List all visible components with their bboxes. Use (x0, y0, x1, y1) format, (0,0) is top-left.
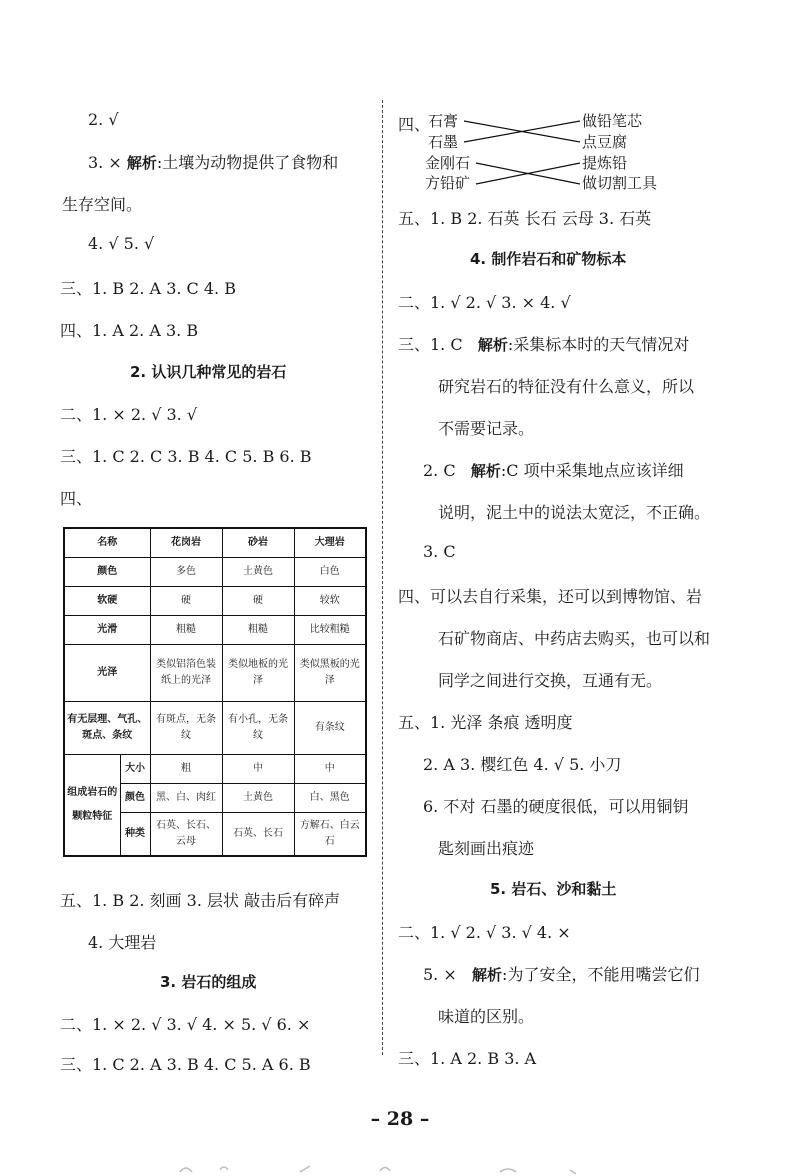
table-cell: 软硬 (64, 587, 150, 616)
answer-line: 石矿物商店、中药店去购买，也可以和 (438, 629, 711, 648)
answer-line: 四、 (60, 489, 93, 508)
match-item-right: 提炼铅 (582, 154, 628, 172)
match-item-right: 点豆腐 (582, 133, 628, 151)
analysis-label: 解析 (472, 966, 503, 984)
section-heading: 4. 制作岩石和矿物标本 (470, 250, 627, 268)
table-row (64, 558, 366, 587)
analysis-label: 解析 (470, 462, 501, 480)
table-cell: 光滑 (64, 616, 150, 645)
scan-artifact (120, 1160, 680, 1176)
answer-line: 四、1. A 2. A 3. B (60, 321, 199, 340)
section-heading: 3. 岩石的组成 (160, 973, 257, 991)
analysis-label: 解析 (477, 336, 508, 354)
analysis-text: :采集标本时的天气情况对 (507, 335, 690, 354)
table-cell: 有无层理、气孔、斑点、条纹 (64, 702, 150, 755)
answer-number: 三、1. C (398, 335, 463, 354)
table-cell: 黑、白、肉红 (150, 784, 222, 813)
answer-line: 二、1. √ 2. √ 3. √ 4. × (398, 923, 571, 942)
match-item-right: 做铅笔芯 (582, 112, 643, 130)
table-cell: 光泽 (64, 645, 150, 702)
table-cell: 石英、长石、云母 (150, 813, 222, 857)
analysis-text: :为了安全，不能用嘴尝它们 (502, 965, 700, 984)
answer-line: 四、可以去自行采集，还可以到博物馆、岩 (398, 587, 703, 606)
table-row (64, 702, 366, 755)
matching-lines (460, 110, 585, 195)
table-cell: 类似黑板的光泽 (294, 645, 366, 702)
table-cell: 白、黑色 (294, 784, 366, 813)
table-cell: 粗 (150, 755, 222, 784)
match-item-right: 做切割工具 (582, 174, 658, 192)
table-cell: 有小孔，无条纹 (222, 702, 294, 755)
table-cell: 较软 (294, 587, 366, 616)
table-cell: 类似地板的光泽 (222, 645, 294, 702)
answer-line (88, 150, 338, 173)
table-cell: 大小 (120, 755, 150, 784)
table-row (64, 616, 366, 645)
answer-number: 3. × (88, 153, 122, 172)
answer-line: 说明，泥土中的说法太宽泛，不正确。 (438, 503, 711, 522)
table-cell: 组成岩石的颗粒特征 (64, 755, 120, 857)
match-item-left: 金刚石 (425, 154, 471, 172)
table-cell: 土黄色 (222, 558, 294, 587)
answer-line: 三、1. C 2. C 3. B 4. C 5. B 6. B (60, 447, 312, 466)
table-cell: 种类 (120, 813, 150, 857)
table-cell: 颜色 (120, 784, 150, 813)
answer-line: 6. 不对 石墨的硬度很低，可以用铜钥 (423, 797, 689, 816)
table-cell: 砂岩 (222, 528, 294, 558)
table-cell: 粗糙 (222, 616, 294, 645)
answer-line: 味道的区别。 (438, 1007, 535, 1026)
table-cell: 粗糙 (150, 616, 222, 645)
answer-line: 不需要记录。 (438, 419, 535, 438)
table-cell: 花岗岩 (150, 528, 222, 558)
answer-line: 4. √ 5. √ (88, 234, 155, 253)
answer-line (398, 332, 689, 355)
answer-number: 2. C (423, 461, 456, 480)
answer-number: 5. × (423, 965, 457, 984)
table-row (64, 645, 366, 702)
analysis-text: :C 项中采集地点应该详细 (500, 461, 684, 480)
table-cell: 有条纹 (294, 702, 366, 755)
answer-line (423, 458, 684, 481)
rock-properties-table (63, 527, 367, 857)
section-heading: 2. 认识几种常见的岩石 (130, 363, 287, 381)
answer-line (423, 962, 699, 985)
analysis-label: 解析 (126, 154, 157, 172)
answer-line: 四、 (398, 115, 431, 134)
table-cell: 比较粗糙 (294, 616, 366, 645)
answer-line: 同学之间进行交换，互通有无。 (438, 671, 663, 690)
table-cell: 石英、长石 (222, 813, 294, 857)
table-cell: 方解石、白云石 (294, 813, 366, 857)
table-header-row (64, 528, 366, 558)
table-cell: 类似铝箔色装纸上的光泽 (150, 645, 222, 702)
table-cell: 有斑点，无条纹 (150, 702, 222, 755)
table-cell: 名称 (64, 528, 150, 558)
section-heading: 5. 岩石、沙和黏土 (490, 880, 617, 898)
table-cell: 多色 (150, 558, 222, 587)
answer-line: 三、1. B 2. A 3. C 4. B (60, 279, 236, 298)
answer-line: 二、1. √ 2. √ 3. × 4. √ (398, 293, 571, 312)
answer-line: 五、1. B 2. 石英 长石 云母 3. 石英 (398, 209, 652, 228)
table-cell: 大理岩 (294, 528, 366, 558)
answer-line: 生存空间。 (62, 195, 143, 214)
column-divider (382, 100, 383, 1055)
page-number: – 28 – (370, 1108, 430, 1130)
table-row (64, 587, 366, 616)
answer-line: 4. 大理岩 (88, 933, 157, 952)
analysis-text: :土壤为动物提供了食物和 (156, 153, 339, 172)
table-cell: 中 (294, 755, 366, 784)
table-cell: 硬 (150, 587, 222, 616)
answer-line: 三、1. A 2. B 3. A (398, 1049, 537, 1068)
answer-line: 五、1. B 2. 刻画 3. 层状 敲击后有碎声 (60, 891, 341, 910)
table-row (64, 755, 366, 784)
answer-line: 二、1. × 2. √ 3. √ (60, 405, 198, 424)
answer-line: 二、1. × 2. √ 3. √ 4. × 5. √ 6. × (60, 1015, 311, 1034)
answer-line: 3. C (423, 542, 456, 561)
table-cell: 硬 (222, 587, 294, 616)
match-item-left: 石膏 (428, 112, 459, 130)
answer-line: 2. A 3. 樱红色 4. √ 5. 小刀 (423, 755, 622, 774)
table-cell: 土黄色 (222, 784, 294, 813)
answer-line: 研究岩石的特征没有什么意义，所以 (438, 377, 695, 396)
table-cell: 中 (222, 755, 294, 784)
match-item-left: 方铅矿 (425, 174, 471, 192)
answer-line: 三、1. C 2. A 3. B 4. C 5. A 6. B (60, 1055, 311, 1074)
table-cell: 白色 (294, 558, 366, 587)
table-cell: 颜色 (64, 558, 150, 587)
answer-line: 五、1. 光泽 条痕 透明度 (398, 713, 573, 732)
answer-line: 2. √ (88, 110, 119, 129)
answer-line: 匙刻画出痕迹 (438, 839, 535, 858)
match-item-left: 石墨 (428, 133, 459, 151)
